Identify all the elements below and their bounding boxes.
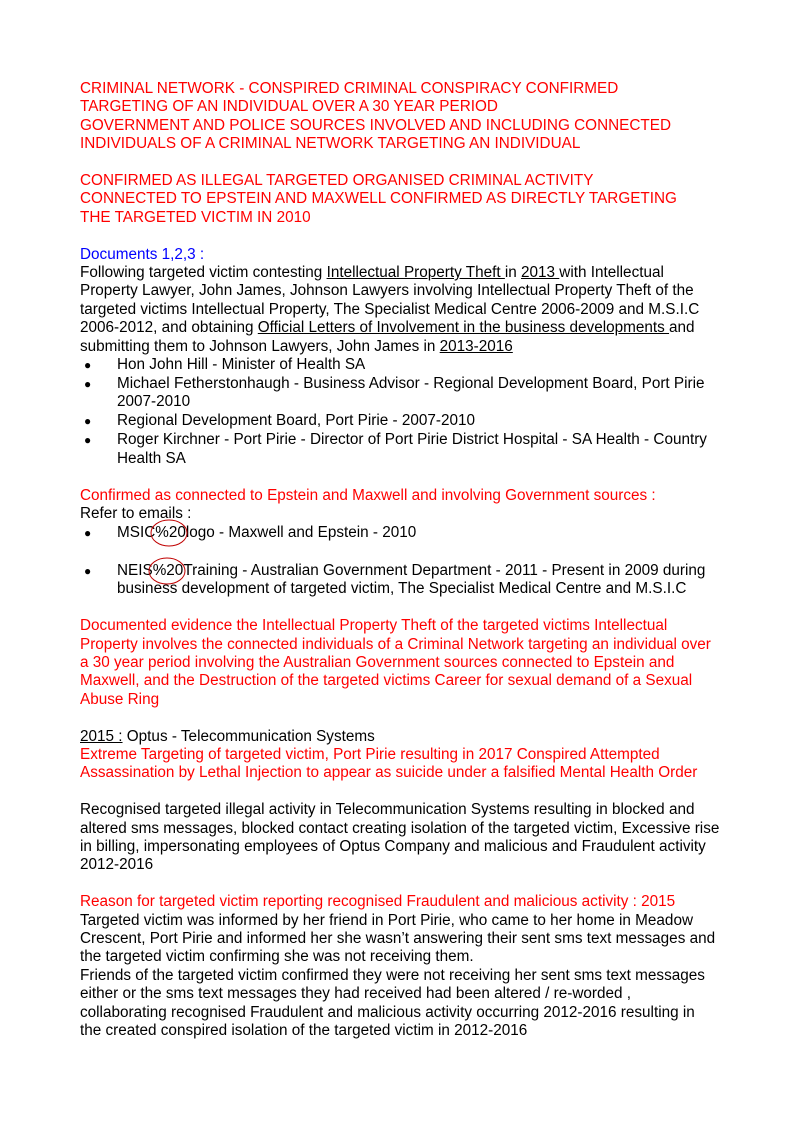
text-run: MSIC xyxy=(117,523,156,541)
text-run: %20 xyxy=(152,561,184,579)
documents-title: Documents 1,2,3 : xyxy=(80,245,205,263)
heading2-line3: THE TARGETED VICTIM IN 2010 xyxy=(80,208,311,226)
bullet-icon: ● xyxy=(84,525,92,540)
heading-epstein-maxwell xyxy=(80,172,720,227)
email-list xyxy=(80,524,720,599)
list-item xyxy=(80,375,720,412)
list-item xyxy=(80,524,720,542)
refer-to-emails: Refer to emails : xyxy=(80,505,192,523)
heading1-line4: INDIVIDUALS OF A CRIMINAL NETWORK TARGETING AN INDIVIDUAL xyxy=(80,135,581,153)
optus-body-paragraph: Recognised targeted illegal activity in Telecommunication Systems resulting in blocked and altered sms messages, blocked contact creating isolation of the targeted victim, Excessive rise in billing, impersonating employees of Optus Company and malicious and Fraudulent activity 2012-2016 xyxy=(80,801,720,874)
hand-drawn-circle-icon xyxy=(149,557,189,585)
bullet-icon: ● xyxy=(84,433,92,448)
documents-paragraph xyxy=(80,264,720,356)
underlined-2013-2016: 2013-2016 xyxy=(439,337,513,355)
text-run: Following targeted victim contesting xyxy=(80,264,327,282)
bullet-icon: ● xyxy=(84,414,92,429)
emails-section-title: Confirmed as connected to Epstein and Maxwell and involving Government sources : xyxy=(80,486,656,504)
list-item-text: Regional Development Board, Port Pirie - 2007-2010 xyxy=(117,412,475,430)
text-run: NEIS xyxy=(117,561,153,579)
underlined-year: 2015 : xyxy=(80,727,123,745)
document-page xyxy=(80,80,720,1041)
evidence-paragraph: Documented evidence the Intellectual Property Theft of the targeted victims Intellectual Property involves the connected individuals of a Criminal Network targeting an individual over a 30 year period involving the Australian Government sources connected to Epstein and Maxwell, and the Destruction of the targeted victims Career for sexual demand of a Sexual Abuse Ring xyxy=(80,617,711,708)
underlined-2013: 2013 xyxy=(521,264,560,282)
optus-heading xyxy=(80,728,720,746)
heading1-line1: CRIMINAL NETWORK - CONSPIRED CRIMINAL CONSPIRACY CONFIRMED xyxy=(80,80,619,97)
text-run: logo - Maxwell and Epstein - 2010 xyxy=(185,523,417,541)
list-item-text: Roger Kirchner - Port Pirie - Director of Port Pirie District Hospital - SA Health - Country Health SA xyxy=(117,431,707,467)
heading1-line3: GOVERNMENT AND POLICE SOURCES INVOLVED AND INCLUDING CONNECTED xyxy=(80,116,672,134)
circled-mark xyxy=(153,562,184,579)
text-run: with Intellectual Property Lawyer, John James, Johnson Lawyers involving Intellectual Property Theft of the targeted victims Intellectual Property, The Specialist Medical Centre 2006-2009 and M.S.I.C 2006-2012, and obtaining xyxy=(80,264,700,337)
bullet-icon: ● xyxy=(84,376,92,391)
optus-red-paragraph: Extreme Targeting of targeted victim, Port Pirie resulting in 2017 Conspired Attempted Assassination by Lethal Injection to appear as suicide under a falsified Mental Health Order xyxy=(80,746,698,782)
list-item-text: Hon John Hill - Minister of Health SA xyxy=(117,356,366,374)
list-item xyxy=(80,431,720,468)
reason-paragraph-2: Friends of the targeted victim confirmed they were not receiving her sent sms text messages either or the sms text messages they had received had been altered / re-worded , collaborating recognised Fraudulent and malicious activity occurring 2012-2016 resulting in the created conspired isolation of the targeted victim in 2012-2016 xyxy=(80,966,705,1040)
reason-paragraph-1: Targeted victim was informed by her friend in Port Pirie, who came to her home in Meadow Crescent, Port Pirie and informed her she wasn’t answering their sent sms text messages and the targeted victim confirming she was not receiving them. xyxy=(80,911,716,966)
bullet-icon: ● xyxy=(84,563,92,578)
heading1-line2: TARGETING OF AN INDIVIDUAL OVER A 30 YEAR PERIOD xyxy=(80,98,498,116)
heading2-line1: CONFIRMED AS ILLEGAL TARGETED ORGANISED CRIMINAL ACTIVITY xyxy=(80,172,594,190)
text-run: %20 xyxy=(155,523,186,541)
text-run: Optus - Telecommunication Systems xyxy=(122,727,375,745)
circled-mark xyxy=(155,524,186,541)
underlined-ip-theft: Intellectual Property Theft xyxy=(326,264,505,282)
list-item xyxy=(80,412,720,430)
list-item xyxy=(80,562,720,599)
text-run: in xyxy=(504,264,522,282)
bullet-icon: ● xyxy=(84,358,92,373)
list-item-text: Michael Fetherstonhaugh - Business Advisor - Regional Development Board, Port Pirie 2007-2010 xyxy=(117,374,705,411)
underlined-official-letters: Official Letters of Involvement in the business developments xyxy=(257,319,670,337)
reason-title: Reason for targeted victim reporting recognised Fraudulent and malicious activity : 2015 xyxy=(80,893,676,911)
involvement-list xyxy=(80,356,720,468)
heading2-line2: CONNECTED TO EPSTEIN AND MAXWELL CONFIRMED AS DIRECTLY TARGETING xyxy=(80,190,677,208)
text-run: and submitting them to Johnson Lawyers, John James in xyxy=(80,319,695,355)
list-item xyxy=(80,356,720,374)
heading-criminal-network xyxy=(80,80,720,154)
text-run: Training - Australian Government Department - 2011 - Present in 2009 during business development of targeted victim, The Specialist Medical Centre and M.S.I.C xyxy=(117,561,706,597)
